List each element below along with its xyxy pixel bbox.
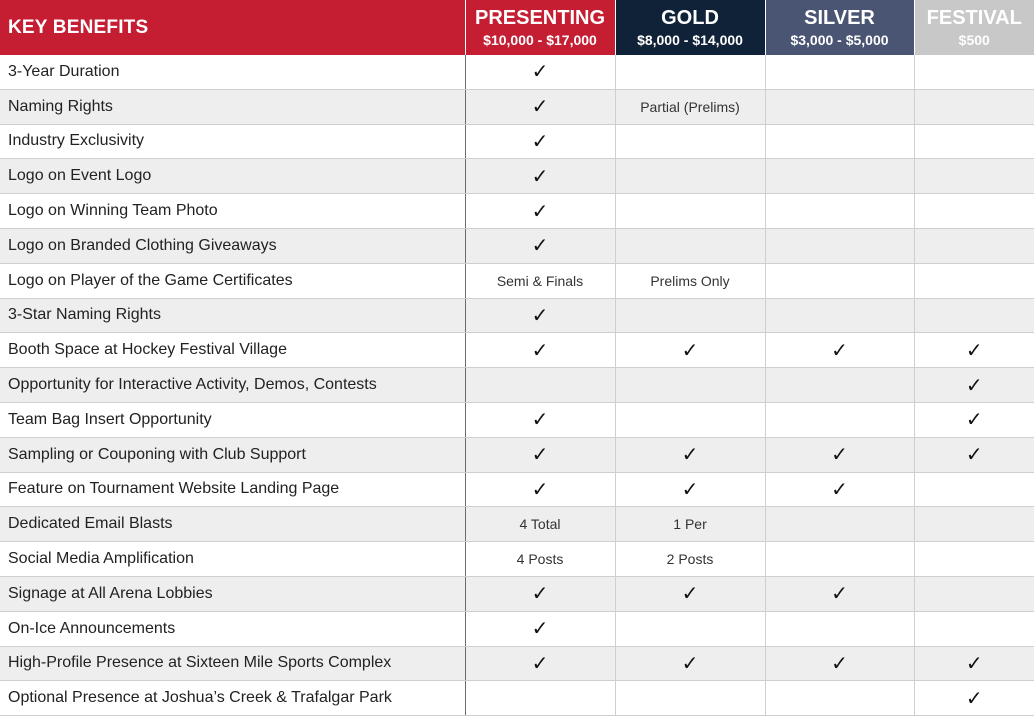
cell-gold: Partial (Prelims) — [615, 89, 765, 124]
table-row — [0, 228, 1034, 263]
cell-presenting — [465, 576, 615, 611]
checkmark-icon: ✓ — [532, 340, 549, 362]
cell-silver — [765, 333, 914, 368]
cell-festival — [914, 681, 1034, 716]
benefit-label: Team Bag Insert Opportunity — [0, 402, 465, 437]
cell-presenting — [465, 646, 615, 681]
table-row — [0, 576, 1034, 611]
checkmark-icon: ✓ — [682, 340, 699, 362]
cell-gold — [615, 194, 765, 229]
cell-gold — [615, 437, 765, 472]
cell-silver — [765, 298, 914, 333]
benefit-label: 3-Star Naming Rights — [0, 298, 465, 333]
benefit-label: Logo on Winning Team Photo — [0, 194, 465, 229]
table-header — [0, 0, 1034, 55]
tier-price: $3,000 - $5,000 — [766, 31, 914, 49]
cell-silver — [765, 159, 914, 194]
table-row — [0, 159, 1034, 194]
cell-silver — [765, 576, 914, 611]
cell-gold — [615, 472, 765, 507]
checkmark-icon: ✓ — [532, 96, 549, 118]
benefit-label: Naming Rights — [0, 89, 465, 124]
benefit-label: Opportunity for Interactive Activity, Demos, Contests — [0, 368, 465, 403]
cell-festival — [914, 402, 1034, 437]
cell-presenting — [465, 55, 615, 89]
benefit-label: Booth Space at Hockey Festival Village — [0, 333, 465, 368]
cell-festival — [914, 611, 1034, 646]
checkmark-icon: ✓ — [966, 340, 983, 362]
benefit-label: On-Ice Announcements — [0, 611, 465, 646]
benefit-label: Sampling or Couponing with Club Support — [0, 437, 465, 472]
checkmark-icon: ✓ — [966, 653, 983, 675]
cell-festival — [914, 542, 1034, 577]
table-row — [0, 507, 1034, 542]
table-row — [0, 681, 1034, 716]
checkmark-icon: ✓ — [532, 131, 549, 153]
cell-presenting — [465, 89, 615, 124]
cell-presenting — [465, 681, 615, 716]
cell-gold — [615, 298, 765, 333]
benefit-label: Logo on Branded Clothing Giveaways — [0, 228, 465, 263]
cell-presenting — [465, 611, 615, 646]
cell-presenting — [465, 368, 615, 403]
cell-silver — [765, 228, 914, 263]
cell-silver — [765, 263, 914, 298]
tier-name: PRESENTING — [466, 7, 615, 29]
cell-presenting — [465, 159, 615, 194]
benefit-label: Logo on Event Logo — [0, 159, 465, 194]
cell-festival — [914, 472, 1034, 507]
cell-gold — [615, 576, 765, 611]
cell-silver — [765, 194, 914, 229]
checkmark-icon: ✓ — [532, 305, 549, 327]
tier-price: $8,000 - $14,000 — [616, 31, 765, 49]
checkmark-icon: ✓ — [966, 409, 983, 431]
cell-presenting — [465, 298, 615, 333]
table-row — [0, 124, 1034, 159]
table-row — [0, 368, 1034, 403]
cell-gold — [615, 646, 765, 681]
tier-price: $500 — [915, 31, 1034, 49]
cell-silver — [765, 55, 914, 89]
checkmark-icon: ✓ — [831, 583, 848, 605]
checkmark-icon: ✓ — [682, 653, 699, 675]
checkmark-icon: ✓ — [532, 583, 549, 605]
checkmark-icon: ✓ — [532, 166, 549, 188]
checkmark-icon: ✓ — [831, 479, 848, 501]
checkmark-icon: ✓ — [532, 618, 549, 640]
cell-silver — [765, 646, 914, 681]
checkmark-icon: ✓ — [532, 409, 549, 431]
tier-name: GOLD — [616, 7, 765, 29]
cell-presenting — [465, 402, 615, 437]
cell-presenting: 4 Posts — [465, 542, 615, 577]
tier-header-presenting — [465, 0, 615, 55]
tier-header-silver — [765, 0, 914, 55]
table-row — [0, 89, 1034, 124]
cell-festival — [914, 159, 1034, 194]
checkmark-icon: ✓ — [532, 479, 549, 501]
table-row — [0, 611, 1034, 646]
cell-silver — [765, 368, 914, 403]
checkmark-icon: ✓ — [532, 653, 549, 675]
table-row — [0, 298, 1034, 333]
cell-festival — [914, 263, 1034, 298]
tier-price: $10,000 - $17,000 — [466, 31, 615, 49]
cell-gold: 2 Posts — [615, 542, 765, 577]
cell-presenting: 4 Total — [465, 507, 615, 542]
key-benefits-header: KEY BENEFITS — [0, 0, 465, 55]
checkmark-icon: ✓ — [966, 688, 983, 710]
cell-festival — [914, 298, 1034, 333]
cell-silver — [765, 681, 914, 716]
cell-festival — [914, 646, 1034, 681]
checkmark-icon: ✓ — [966, 444, 983, 466]
cell-festival — [914, 576, 1034, 611]
cell-gold — [615, 159, 765, 194]
cell-festival — [914, 437, 1034, 472]
checkmark-icon: ✓ — [532, 61, 549, 83]
cell-festival — [914, 55, 1034, 89]
cell-gold — [615, 681, 765, 716]
cell-presenting — [465, 333, 615, 368]
cell-festival — [914, 333, 1034, 368]
table-body — [0, 55, 1034, 716]
checkmark-icon: ✓ — [532, 201, 549, 223]
cell-gold: Prelims Only — [615, 263, 765, 298]
table-row — [0, 542, 1034, 577]
cell-gold — [615, 402, 765, 437]
checkmark-icon: ✓ — [682, 583, 699, 605]
benefit-label: Feature on Tournament Website Landing Page — [0, 472, 465, 507]
cell-gold — [615, 333, 765, 368]
cell-gold — [615, 124, 765, 159]
checkmark-icon: ✓ — [831, 653, 848, 675]
table-row — [0, 437, 1034, 472]
cell-presenting — [465, 472, 615, 507]
cell-gold — [615, 368, 765, 403]
tier-name: SILVER — [766, 7, 914, 29]
benefit-label: Dedicated Email Blasts — [0, 507, 465, 542]
table-row — [0, 472, 1034, 507]
benefit-label: Logo on Player of the Game Certificates — [0, 263, 465, 298]
benefit-label: Social Media Amplification — [0, 542, 465, 577]
cell-gold — [615, 228, 765, 263]
benefit-label: Optional Presence at Joshua’s Creek & Trafalgar Park — [0, 681, 465, 716]
cell-presenting — [465, 228, 615, 263]
checkmark-icon: ✓ — [532, 235, 549, 257]
tier-header-festival — [914, 0, 1034, 55]
table-row — [0, 402, 1034, 437]
cell-festival — [914, 89, 1034, 124]
checkmark-icon: ✓ — [682, 479, 699, 501]
cell-presenting — [465, 124, 615, 159]
checkmark-icon: ✓ — [831, 444, 848, 466]
cell-gold: 1 Per — [615, 507, 765, 542]
cell-silver — [765, 402, 914, 437]
table-row — [0, 646, 1034, 681]
cell-presenting — [465, 194, 615, 229]
checkmark-icon: ✓ — [682, 444, 699, 466]
tier-name: FESTIVAL — [915, 7, 1034, 29]
cell-festival — [914, 194, 1034, 229]
cell-silver — [765, 542, 914, 577]
cell-presenting: Semi & Finals — [465, 263, 615, 298]
checkmark-icon: ✓ — [966, 375, 983, 397]
cell-silver — [765, 507, 914, 542]
table-row — [0, 55, 1034, 89]
cell-gold — [615, 611, 765, 646]
checkmark-icon: ✓ — [532, 444, 549, 466]
table-row — [0, 263, 1034, 298]
cell-festival — [914, 507, 1034, 542]
checkmark-icon: ✓ — [831, 340, 848, 362]
header-row — [0, 0, 1034, 55]
tier-header-gold — [615, 0, 765, 55]
benefit-label: 3-Year Duration — [0, 55, 465, 89]
benefit-label: High-Profile Presence at Sixteen Mile Sports Complex — [0, 646, 465, 681]
cell-festival — [914, 124, 1034, 159]
cell-festival — [914, 368, 1034, 403]
cell-silver — [765, 472, 914, 507]
cell-festival — [914, 228, 1034, 263]
benefit-label: Signage at All Arena Lobbies — [0, 576, 465, 611]
benefit-label: Industry Exclusivity — [0, 124, 465, 159]
cell-silver — [765, 89, 914, 124]
table-row — [0, 333, 1034, 368]
cell-silver — [765, 124, 914, 159]
cell-silver — [765, 611, 914, 646]
table-row — [0, 194, 1034, 229]
cell-gold — [615, 55, 765, 89]
cell-silver — [765, 437, 914, 472]
cell-presenting — [465, 437, 615, 472]
